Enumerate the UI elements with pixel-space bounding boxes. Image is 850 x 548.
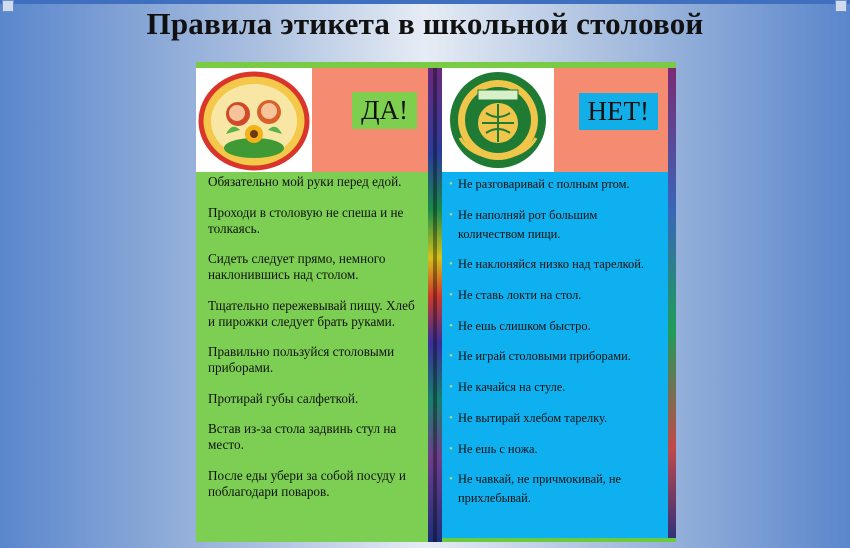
school-nutrition-logo-icon xyxy=(196,68,312,172)
list-item: • Не качайся на стуле. xyxy=(450,378,666,397)
list-item: • Не наклоняйся низко над тарелкой. xyxy=(450,255,666,274)
list-item: Обязательно мой руки перед едой. xyxy=(208,174,402,189)
list-item: Тщательно пережевывай пищу. Хлеб и пирожки следует брать руками. xyxy=(208,297,415,329)
list-item: • Не ешь слишком быстро. xyxy=(450,317,666,336)
da-header xyxy=(196,68,428,172)
healthy-nation-logo-icon xyxy=(442,68,554,172)
rainbow-divider xyxy=(428,68,442,542)
page-title: Правила этикета в школьной столовой xyxy=(146,6,704,41)
list-item: Проходи в столовую не спеша и не толкаясь. xyxy=(208,204,404,236)
list-item: • Не играй столовыми приборами. xyxy=(450,347,666,366)
list-item: Сидеть следует прямо, немного наклонившись над столом. xyxy=(208,251,386,282)
list-item: • Не чавкай, не причмокивай, не прихлебывай. xyxy=(450,470,666,508)
da-rules-list xyxy=(208,174,424,514)
net-badge: НЕТ! xyxy=(579,93,658,130)
list-item: • Не наполняй рот большим количеством пищи. xyxy=(450,206,666,244)
net-rules-panel xyxy=(442,172,668,538)
list-item: Правильно пользуйся столовыми приборами. xyxy=(208,344,395,375)
net-rules-list xyxy=(450,175,666,520)
healthy-nation-logo xyxy=(442,68,554,172)
list-item: Протирай губы салфеткой. xyxy=(208,390,359,406)
list-item: Встав из-за стола задвинь стул на место. xyxy=(208,421,397,452)
da-rules-panel xyxy=(196,172,428,542)
list-item: • Не ешь с ножа. xyxy=(450,440,666,459)
window-top-bar xyxy=(0,0,850,4)
list-item: После еды убери за собой посуду и поблагодари поваров. xyxy=(208,467,406,499)
school-nutrition-logo xyxy=(196,68,312,172)
board-bottom-border xyxy=(442,538,676,542)
etiquette-board xyxy=(196,62,676,542)
da-badge: ДА! xyxy=(352,92,417,129)
list-item: • Не вытирай хлебом тарелку. xyxy=(450,409,666,428)
list-item: • Не разговаривай с полным ртом. xyxy=(450,175,666,194)
board-right-border xyxy=(668,68,676,542)
net-header xyxy=(442,68,668,172)
list-item: • Не ставь локти на стол. xyxy=(450,286,666,305)
